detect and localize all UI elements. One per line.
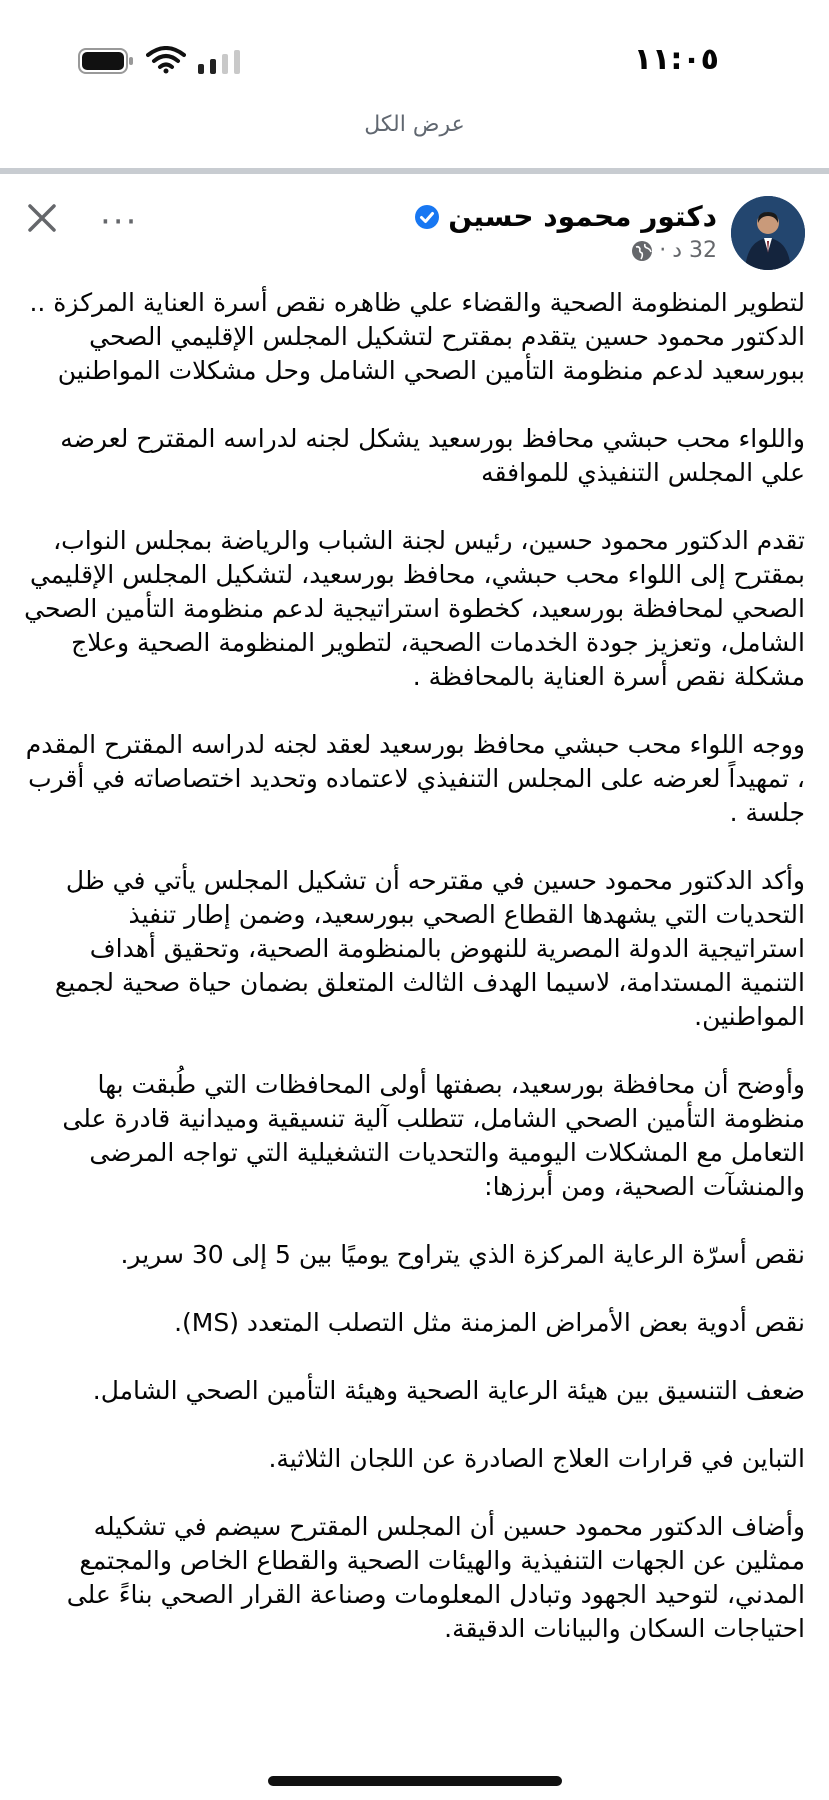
post-paragraph: واللواء محب حبشي محافظ بورسعيد يشكل لجنه لدراسه المقترح لعرضه علي المجلس التنفيذي للموافقه [60,424,805,487]
post-paragraph: تقدم الدكتور محمود حسين، رئيس لجنة الشباب والرياضة بمجلس النواب، بمقترح إلى اللواء محب حبشي، محافظ بورسعيد، لتشكيل المجلس الإقليمي الصحي لمحافظة بورسعيد، كخطوة استراتيجية لدعم منظومة التأمين الصحي الشامل، وتعزيز جودة الخدمات الصحية، لتطوير المنظومة الصحية وعلاج مشكلة نقص أسرة العناية بالمحافظة . [24,526,805,691]
post-body [24,286,805,1680]
avatar[interactable] [731,196,805,270]
post-paragraph: وأضاف الدكتور محمود حسين أن المجلس المقترح سيضم في تشكيله ممثلين عن الجهات التنفيذية والهيئات الصحية والقطاع الخاص والمجتمع المدني، لتوحيد الجهود وتبادل المعلومات وصناعة القرار الصحي بناءً على احتياجات السكان والبيانات الدقيقة. [66,1512,805,1643]
status-bar [0,0,829,115]
post-paragraph: ووجه اللواء محب حبشي محافظ بورسعيد لعقد لجنه لدراسه المقترح المقدم ، تمهيداً لعرضه على المجلس التنفيذي لاعتماده وتحديد اختصاصاته في أقرب جلسة . [25,730,805,827]
more-options-button[interactable]: ··· [100,202,139,242]
section-divider [0,168,829,174]
post-paragraph: لتطوير المنظومة الصحية والقضاء علي ظاهره نقص أسرة العناية المركزة .. [29,288,805,317]
post-header [0,196,829,276]
post-meta [631,238,717,263]
see-all-link[interactable]: عرض الكل [364,112,465,137]
wifi-icon [146,46,186,74]
post-paragraph: وأكد الدكتور محمود حسين في مقترحه أن تشكيل المجلس يأتي في ظل التحديات التي يشهدها القطاع الصحي ببورسعيد، وضمن إطار تنفيذ استراتيجية الدولة المصرية للنهوض بالمنظومة الصحية، وتحقيق أهداف التنمية المستدامة، لاسيما الهدف الثالث المتعلق بضمان حياة صحية لجميع المواطنين. [54,866,805,1031]
meta-separator: · [659,238,667,263]
post-time[interactable]: 32 د [672,238,717,263]
close-icon[interactable] [24,200,60,236]
home-indicator[interactable] [268,1776,562,1786]
verified-badge-icon [414,204,440,230]
avatar-image [731,196,805,270]
globe-icon [631,240,653,262]
signal-icon [198,50,240,74]
post-paragraph: وأوضح أن محافظة بورسعيد، بصفتها أولى المحافظات التي طُبقت بها منظومة التأمين الصحي الشامل، تتطلب آلية تنسيقية وميدانية قادرة على التعامل مع المشكلات اليومية والتحديات التشغيلية التي تواجه المرضى والمنشآت الصحية، ومن أبرزها: [62,1070,805,1201]
post-paragraph: التباين في قرارات العلاج الصادرة عن اللجان الثلاثية. [268,1444,805,1473]
author-name[interactable]: دكتور محمود حسين [448,200,717,233]
post-paragraph: الدكتور محمود حسين يتقدم بمقترح لتشكيل المجلس الإقليمي الصحي ببورسعيد لدعم منظومة التأمين الصحي الشامل وحل مشكلات المواطنين [57,322,805,385]
post-author [414,200,717,233]
status-time: ١١:٠٥ [633,42,719,77]
battery-icon [78,48,134,74]
post-paragraph: نقص أدوية بعض الأمراض المزمنة مثل التصلب المتعدد (MS). [174,1308,805,1337]
post-paragraph: نقص أسرّة الرعاية المركزة الذي يتراوح يوميًا بين 5 إلى 30 سرير. [120,1240,805,1269]
post-paragraph: ضعف التنسيق بين هيئة الرعاية الصحية وهيئة التأمين الصحي الشامل. [92,1376,805,1405]
